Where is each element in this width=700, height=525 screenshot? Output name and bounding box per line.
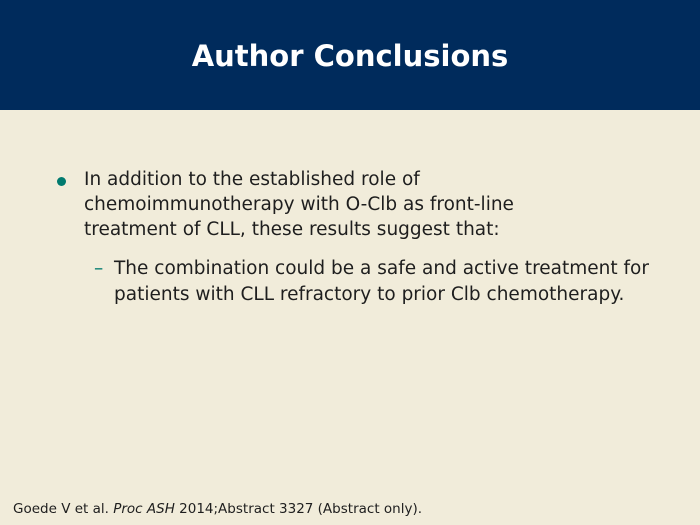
citation-authors: Goede V et al.: [13, 501, 109, 517]
citation-journal: Proc ASH: [113, 501, 175, 517]
slide-title: Author Conclusions: [191, 39, 509, 73]
citation-details: 2014;Abstract 3327 (Abstract only).: [179, 501, 423, 517]
citation: [13, 500, 422, 518]
bullet-text: In addition to the established role of chemoimmunotherapy with O-Clb as front-line treatment of CLL, these results suggest that:: [84, 169, 514, 240]
sub-bullet-text: The combination could be a safe and active treatment for patients with CLL refractory to prior Clb chemotherapy.: [114, 258, 649, 305]
bullet-dot-icon: [57, 177, 66, 186]
sub-bullet-dash-icon: –: [94, 258, 104, 279]
title-bar: [0, 0, 700, 110]
